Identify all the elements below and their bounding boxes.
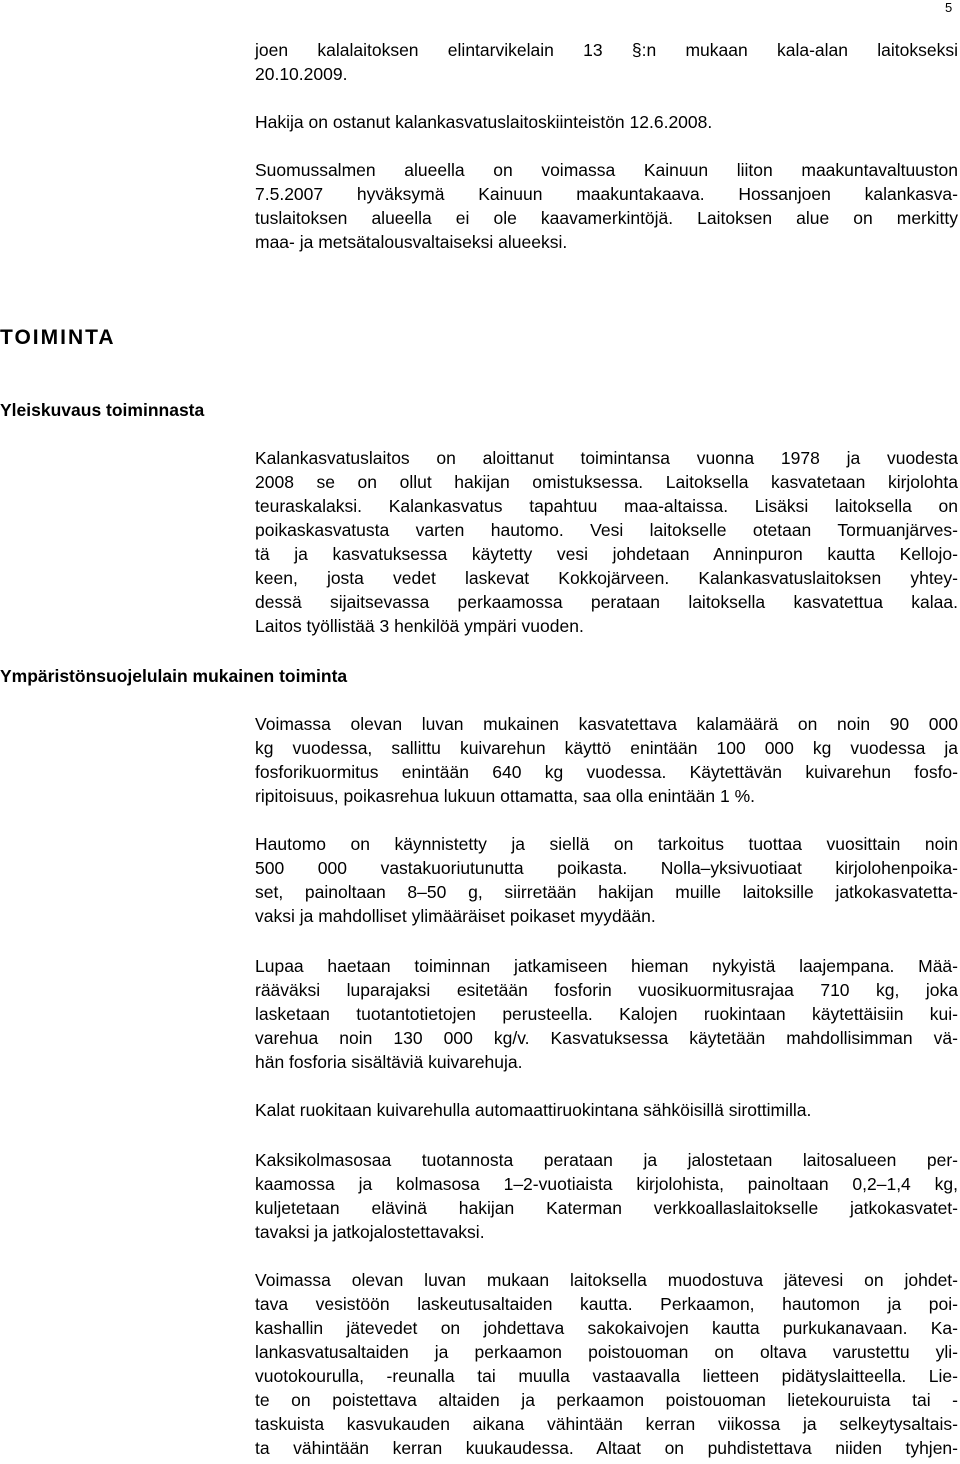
- text-line: 2008 se on ollut hakijan omistuksessa. Laitoksella kasvatetaan kirjolohta: [255, 472, 958, 492]
- text-line: Laitos työllistää 3 henkilöä ympäri vuoden.: [255, 616, 584, 636]
- page-number: 5: [945, 0, 953, 15]
- text-line: lasketaan tuotantotietojen perusteella. Kalojen ruokintaan käytettäisiin kui-: [255, 1004, 958, 1024]
- text-line: hän fosforia sisältäviä kuivarehuja.: [255, 1052, 523, 1072]
- text-line: fosforikuormitus enintään 640 kg vuodessa. Käytettävän kuivarehun fosfo-: [255, 762, 958, 782]
- intro-paragraph-1: [255, 38, 958, 86]
- text-line: vuotokourulla, -reunalla tai muulla vastaavalla lietteen pidätyslaitteella. Lie-: [255, 1366, 958, 1386]
- text-line: 500 000 vastakuoriutunutta poikasta. Nolla–yksivuotiaat kirjolohenpoika-: [255, 858, 958, 878]
- text-line: dessä sijaitsevassa perkaamossa perataan laitoksella kasvatettua kalaa.: [255, 592, 958, 612]
- text-line: Suomussalmen alueella on voimassa Kainuun liiton maakuntavaltuuston: [255, 160, 958, 180]
- text-line: tavaksi ja jatkojalostettavaksi.: [255, 1222, 485, 1242]
- text-line: ta vähintään kerran kuukaudessa. Altaat on puhdistettava niiden tyhjen-: [255, 1438, 958, 1458]
- text-line: varehua noin 130 000 kg/v. Kasvatuksessa käytetään mahdollisimman vä-: [255, 1028, 958, 1048]
- text-line: vaksi ja mahdolliset ylimääräiset poikaset myydään.: [255, 906, 656, 926]
- overview-paragraph: [255, 446, 958, 638]
- env-paragraph-5: [255, 1148, 958, 1244]
- text-line: 7.5.2007 hyväksymä Kainuun maakuntakaava. Hossanjoen kalankasva-: [255, 184, 958, 204]
- text-line: tuslaitoksen alueella ei ole kaavamerkintöjä. Laitoksen alue on merkitty: [255, 208, 958, 228]
- text-line: Hakija on ostanut kalankasvatuslaitoskiinteistön 12.6.2008.: [255, 112, 713, 132]
- text-line: te on poistettava altaiden ja perkaamon poistouoman lietekouruista tai -: [255, 1390, 958, 1410]
- text-line: keen, josta vedet laskevat Kokkojärveen. Kalankasvatuslaitoksen yhtey-: [255, 568, 958, 588]
- env-paragraph-6: [255, 1268, 958, 1460]
- intro-paragraph-3: [255, 158, 958, 254]
- subheading-overview: Yleiskuvaus toiminnasta: [0, 400, 205, 420]
- text-line: tava vesistöön laskeutusaltaiden kautta. Perkaamon, hautomon ja poi-: [255, 1294, 958, 1314]
- text-line: Kalankasvatuslaitos on aloittanut toimintansa vuonna 1978 ja vuodesta: [255, 448, 958, 468]
- text-line: maa- ja metsätalousvaltaiseksi alueeksi.: [255, 232, 568, 252]
- text-line: kashallin jätevedet on johdettava sakokaivojen kautta purkukanavaan. Ka-: [255, 1318, 958, 1338]
- text-line: rääväksi luparajaksi esitetään fosforin vuosikuormitusrajaa 710 kg, joka: [255, 980, 958, 1000]
- text-line: Voimassa olevan luvan mukaan laitoksella muodostuva jätevesi on johdet-: [255, 1270, 958, 1290]
- text-line: taskuista kasvukauden aikana vähintään kerran viikossa ja selkeytysaltais-: [255, 1414, 958, 1434]
- section-title: TOIMINTA: [0, 326, 116, 349]
- text-line: Kaksikolmasosaa tuotannosta perataan ja jalostetaan laitosalueen per-: [255, 1150, 958, 1170]
- text-line: tä ja kasvatuksessa käytetty vesi johdetaan Anninpuron kautta Kellojo-: [255, 544, 958, 564]
- env-paragraph-2: [255, 832, 958, 928]
- subheading-environmental: Ympäristönsuojelulain mukainen toiminta: [0, 666, 348, 686]
- text-line: kaamossa ja kolmasosa 1–2-vuotiaista kirjolohista, painoltaan 0,2–1,4 kg,: [255, 1174, 958, 1194]
- env-paragraph-3: [255, 954, 958, 1074]
- env-paragraph-4: [255, 1098, 958, 1122]
- text-line: set, painoltaan 8–50 g, siirretään hakijan muille laitoksille jatkokasvatetta-: [255, 882, 958, 902]
- text-line: Kalat ruokitaan kuivarehulla automaattiruokintana sähköisillä sirottimilla.: [255, 1100, 812, 1120]
- text-line: lankasvatusaltaiden ja perkaamon poistouoman on oltava varustettu yli-: [255, 1342, 958, 1362]
- text-line: Voimassa olevan luvan mukainen kasvatettava kalamäärä on noin 90 000: [255, 714, 958, 734]
- text-line: teuraskalaksi. Kalankasvatus tapahtuu maa-altaissa. Lisäksi laitoksella on: [255, 496, 958, 516]
- intro-paragraph-2: [255, 110, 958, 134]
- text-line: joen kalalaitoksen elintarvikelain 13 §:n mukaan kala-alan laitokseksi: [255, 40, 958, 60]
- text-line: kuljetetaan elävinä hakijan Katerman verkkoallaslaitokselle jatkokasvatet-: [255, 1198, 958, 1218]
- text-line: Hautomo on käynnistetty ja siellä on tarkoitus tuottaa vuosittain noin: [255, 834, 958, 854]
- text-line: 20.10.2009.: [255, 64, 348, 84]
- env-paragraph-1: [255, 712, 958, 808]
- text-line: Lupaa haetaan toiminnan jatkamiseen hieman nykyistä laajempana. Mää-: [255, 956, 958, 976]
- text-line: poikaskasvatusta varten hautomo. Vesi laitokselle otetaan Tormuanjärves-: [255, 520, 958, 540]
- text-line: kg vuodessa, sallittu kuivarehun käyttö enintään 100 000 kg vuodessa ja: [255, 738, 958, 758]
- text-line: ripitoisuus, poikasrehua lukuun ottamatta, saa olla enintään 1 %.: [255, 786, 756, 806]
